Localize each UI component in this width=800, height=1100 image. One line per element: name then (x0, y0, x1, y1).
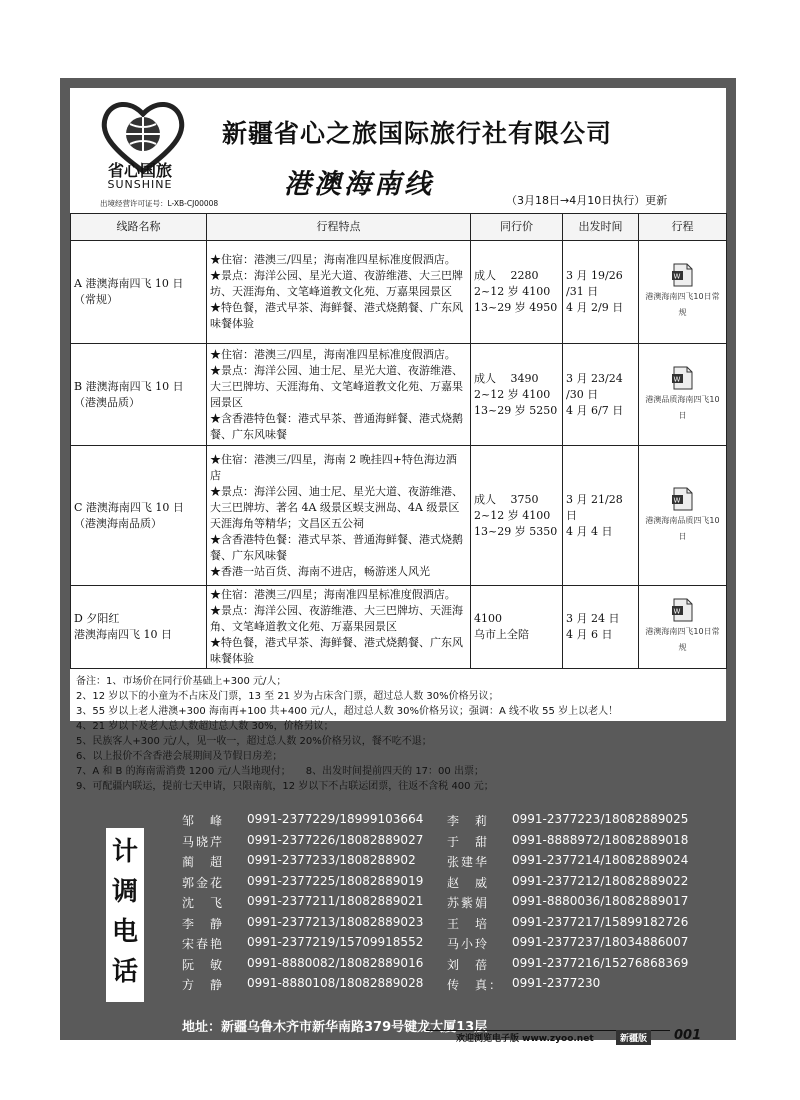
route-price (471, 446, 563, 586)
route-title: 港澳海南线 (284, 169, 434, 200)
route-name-line: C 港澳海南四飞 10 日 (74, 500, 184, 514)
route-features (207, 241, 471, 344)
table-row (71, 344, 727, 446)
itinerary-doc-label: 港澳海南品质四飞10日 (645, 515, 720, 541)
route-features-line: ★特色餐，港式早茶、海鲜餐、港式烧鹅餐、广东风味餐体验 (210, 636, 463, 665)
contact-name: 蔺 超 (182, 855, 225, 869)
contact-row (182, 956, 712, 977)
itinerary-cell (639, 586, 727, 669)
header-price: 同行价 (471, 214, 563, 241)
header-route-name: 线路名称 (71, 214, 207, 241)
route-features-line: ★住宿：港澳三/四星，海南准四星标准度假酒店。 (210, 347, 456, 361)
contact-name: 马晓芹 (182, 834, 225, 849)
logo-chinese-text: 省心国旅 (107, 161, 172, 180)
route-dates (563, 586, 639, 669)
route-dates-line: /31 日 (566, 285, 599, 298)
contact-title-char: 计 (111, 837, 138, 867)
word-document-icon (672, 263, 694, 287)
license-number: 出境经营许可证号：L-XB-CJ00008 (100, 199, 219, 208)
contact-entry (182, 894, 447, 915)
contact-entry (447, 935, 712, 956)
table-row (71, 586, 727, 669)
contact-row (182, 976, 712, 997)
route-dates-line: 4 月 2/9 日 (566, 301, 624, 314)
contact-name: 李 莉 (447, 814, 490, 828)
itinerary-doc-label: 港澳品质海南四飞10日 (645, 394, 720, 420)
route-features-line: ★景点：海洋公园、星光大道、夜游维港、大三巴牌坊、天涯海角、文笔峰道教文化苑、万嘉果园景区 (210, 269, 463, 298)
route-features-line: ★特色餐，港式早茶、海鲜餐、港式烧鹅餐、广东风味餐体验 (210, 301, 463, 330)
contact-name: 刘 蓓 (447, 957, 490, 972)
contact-phone[interactable]: 0991-8880036/18082889017 (512, 894, 689, 908)
contact-entry (182, 812, 447, 833)
contact-name: 于 甜 (447, 834, 490, 849)
route-features-line: ★景点：海洋公园、迪士尼、星光大道、夜游维港、大三巴牌坊、著名 4A 级景区蜈支洲岛、4A 级景区天涯海角等精华；文昌区五公祠 (210, 484, 463, 530)
route-features-line: ★景点：海洋公园、夜游维港、大三巴牌坊、天涯海角、文笔峰道教文化苑、万嘉果园景区 (210, 604, 463, 633)
routes-section (70, 213, 726, 792)
route-dates-line: 4 月 6/7 日 (566, 403, 624, 417)
route-name (71, 344, 207, 446)
route-features-line: ★含香港特色餐：港式早茶、普通海鲜餐、港式烧鹅餐、广东风味餐 (210, 532, 463, 562)
contact-phone[interactable]: 0991-2377226/18082889027 (247, 832, 424, 847)
contact-title-char: 调 (111, 877, 138, 907)
word-document-icon (672, 598, 694, 622)
contact-entry (182, 853, 447, 874)
svg-text:W: W (673, 607, 680, 616)
route-price-line: 4100 (474, 612, 502, 625)
itinerary-doc-link[interactable] (642, 263, 723, 321)
svg-text:W: W (673, 272, 680, 281)
footer (426, 1030, 736, 1044)
contact-entry (447, 894, 712, 915)
contact-name: 马小玲 (447, 937, 490, 951)
contact-entry (447, 915, 712, 936)
routes-table (70, 213, 727, 669)
route-price-line: 13~29 岁 5350 (474, 524, 558, 538)
route-price-line: 成人 3490 (474, 371, 539, 385)
contact-phone[interactable]: 0991-2377214/18082889024 (512, 853, 689, 867)
contact-entry (182, 874, 447, 895)
route-dates-line: 3 月 24 日 (566, 612, 620, 625)
route-dates-line: 3 月 19/26 (566, 269, 623, 282)
contact-phone[interactable]: 0991-8888972/18082889018 (512, 832, 689, 847)
route-features-line: ★住宿：港澳三/四星；海南准四星标准度假酒店。 (210, 588, 456, 601)
route-features-line: ★景点：海洋公园、迪士尼、星光大道、夜游维港、大三巴牌坊、天涯海角、文笔峰道教文化苑、万嘉果园景区 (210, 363, 463, 409)
note-line: 5、民族客人+300 元/人，见一收一，超过总人数 20%价格另议，餐不吃不退； (76, 736, 432, 747)
route-features-line: ★住宿：港澳三/四星，海南 2 晚挂四+特色海边酒店 (210, 452, 457, 482)
contact-name: 宋春艳 (182, 937, 225, 951)
route-price (471, 586, 563, 669)
itinerary-cell (639, 241, 727, 344)
contact-name: 苏紫娟 (447, 896, 490, 910)
header-departure: 出发时间 (563, 214, 639, 241)
footer-website[interactable]: 欢迎浏览电子版 www.zyoo.net (456, 1034, 594, 1044)
contact-row (182, 874, 712, 895)
word-document-icon (672, 366, 694, 390)
note-line: 备注：1、市场价在同行价基础上+300 元/人； (76, 676, 287, 687)
contact-name: 郭金花 (182, 875, 225, 890)
note-line: 7、A 和 B 的海南需消费 1200 元/人当地现付； 8、出发时间提前四天的 17：00 出票； (76, 766, 484, 777)
contact-entry (447, 956, 712, 977)
route-dates (563, 446, 639, 586)
word-document-icon (672, 487, 694, 511)
contact-title-char: 电 (111, 917, 138, 947)
route-dates (563, 344, 639, 446)
route-features-line: ★香港一站百货、海南不进店，畅游迷人风光 (210, 564, 430, 578)
contact-phone[interactable]: 0991-2377211/18082889021 (247, 894, 424, 908)
route-features (207, 446, 471, 586)
contact-title-char: 话 (111, 957, 138, 987)
contact-title (106, 828, 144, 1002)
contact-phone[interactable]: 0991-2377219/15709918552 (247, 935, 424, 949)
route-price (471, 344, 563, 446)
contact-name: 王 培 (447, 916, 490, 931)
itinerary-doc-label: 港澳海南四飞10日常规 (645, 627, 720, 652)
itinerary-doc-label: 港澳海南四飞10日常规 (645, 292, 720, 317)
contact-row (182, 812, 712, 833)
contact-name: 赵 威 (447, 875, 490, 890)
contact-phone[interactable]: 0991-2377230 (512, 976, 601, 990)
route-name (71, 241, 207, 344)
contact-phone[interactable]: 0991-2377213/18082889023 (247, 914, 424, 929)
route-price-line: 13~29 岁 4950 (474, 301, 558, 314)
table-row (71, 446, 727, 586)
table-row (71, 241, 727, 344)
route-name-line: B 港澳海南四飞 10 日 (74, 379, 184, 393)
route-price-line: 2~12 岁 4100 (474, 387, 551, 401)
itinerary-cell (639, 446, 727, 586)
contact-phone[interactable]: 0991-2377225/18082889019 (247, 873, 424, 888)
contact-row (182, 894, 712, 915)
header (70, 88, 726, 213)
itinerary-doc-link[interactable] (642, 598, 723, 656)
route-dates-line: 日 (566, 508, 577, 522)
contact-phone[interactable]: 0991-2377233/1808288902 (247, 853, 416, 867)
contact-entry (182, 833, 447, 854)
route-name-line: （常规） (74, 293, 118, 306)
region-badge: 新疆版 (616, 1030, 651, 1045)
table-header-row (71, 214, 727, 241)
contact-phone[interactable]: 0991-2377212/18082889022 (512, 873, 689, 888)
note-line: 9、可配疆内联运，提前七天申请，只限南航，12 岁以下不占联运团票，往返不含税 400 元； (76, 781, 494, 792)
contact-entry (182, 956, 447, 977)
contact-phone[interactable]: 0991-2377217/15899182726 (512, 914, 689, 929)
route-dates-line: 4 月 6 日 (566, 628, 613, 641)
contact-entry (182, 935, 447, 956)
logo-english-text: SUNSHINE (107, 178, 173, 191)
note-line: 4、21 岁以下及老人总人数超过总人数 30%，价格另议； (76, 721, 334, 732)
contact-name: 传 真： (447, 978, 504, 992)
contact-entry (447, 812, 712, 833)
contact-row (182, 853, 712, 874)
header-itinerary: 行程 (639, 214, 727, 241)
contact-phone[interactable]: 0991-2377223/18082889025 (512, 812, 689, 826)
contact-entry (182, 915, 447, 936)
route-price-line: 2~12 岁 4100 (474, 508, 551, 522)
contact-phone[interactable]: 0991-8880108/18082889028 (247, 976, 424, 990)
address: 地址：新疆乌鲁木齐市新华南路379号键龙大厦13层 (182, 1020, 488, 1035)
route-name (71, 586, 207, 669)
contact-row (182, 833, 712, 854)
route-price-line: 成人 3750 (474, 492, 539, 506)
route-name-line: A 港澳海南四飞 10 日 (74, 277, 184, 290)
contact-entry (447, 874, 712, 895)
route-price-line: 13~29 岁 5250 (474, 403, 558, 417)
contact-name: 张建华 (447, 855, 490, 869)
itinerary-cell (639, 344, 727, 446)
contact-name: 邹 峰 (182, 814, 225, 828)
route-price-line: 成人 2280 (474, 269, 539, 282)
route-price (471, 241, 563, 344)
route-dates-line: 3 月 23/24 (566, 371, 623, 385)
route-features (207, 586, 471, 669)
contact-section (70, 722, 726, 1035)
page-number: 001 (674, 1028, 702, 1043)
contact-entry (447, 976, 712, 997)
svg-text:W: W (673, 375, 680, 383)
contact-row (182, 935, 712, 956)
contact-phone[interactable]: 0991-2377216/15276868369 (512, 955, 689, 970)
contact-name: 阮 敏 (182, 957, 225, 972)
contact-phone[interactable]: 0991-2377229/18999103664 (247, 812, 424, 826)
contact-list (182, 812, 712, 997)
svg-text:W: W (673, 496, 680, 504)
contact-entry (182, 976, 447, 997)
route-name (71, 446, 207, 586)
route-features-line: ★含香港特色餐：港式早茶、普通海鲜餐、港式烧鹅餐、广东风味餐 (210, 411, 463, 441)
route-features-line: ★住宿：港澳三/四星；海南准四星标准度假酒店。 (210, 253, 456, 266)
route-dates (563, 241, 639, 344)
itinerary-doc-link[interactable] (642, 487, 723, 545)
note-line: 6、以上报价不含香港会展期间及节假日房差； (76, 751, 283, 762)
itinerary-doc-link[interactable] (642, 366, 723, 424)
route-dates-line: 3 月 21/28 (566, 492, 623, 506)
route-price-line: 2~12 岁 4100 (474, 285, 551, 298)
route-dates-line: 4 月 4 日 (566, 524, 613, 538)
contact-name: 沈 飞 (182, 896, 225, 910)
contact-name: 李 静 (182, 916, 225, 931)
route-price-line: 乌市上全陪 (474, 628, 529, 641)
route-dates-line: /30 日 (566, 387, 599, 401)
contact-entry (447, 833, 712, 854)
contact-entry (447, 853, 712, 874)
header-features: 行程特点 (207, 214, 471, 241)
route-name-line: （港澳海南品质） (74, 516, 162, 530)
note-line: 2、12 岁以下的小童为不占床及门票，13 至 21 岁为占床含门票，超过总人数 30%价格另议； (76, 691, 499, 702)
route-name-line: （港澳品质） (74, 395, 140, 409)
company-name: 新疆省心之旅国际旅行社有限公司 (222, 119, 613, 148)
route-name-line: 港澳海南四飞 10 日 (74, 628, 172, 641)
note-line: 3、55 岁以上老人港澳+300 海南再+100 共+400 元/人，超过总人数 30%价格另议；强调：A 线不收 55 岁上以老人！ (76, 706, 619, 717)
contact-name: 方 静 (182, 978, 225, 992)
route-name-line: D 夕阳红 (74, 612, 120, 625)
contact-phone[interactable]: 0991-8880082/18082889016 (247, 955, 424, 970)
date-note: （3月18日→4月10日执行）更新 (506, 194, 668, 207)
contact-phone[interactable]: 0991-2377237/18034886007 (512, 935, 689, 949)
contact-row (182, 915, 712, 936)
route-features (207, 344, 471, 446)
